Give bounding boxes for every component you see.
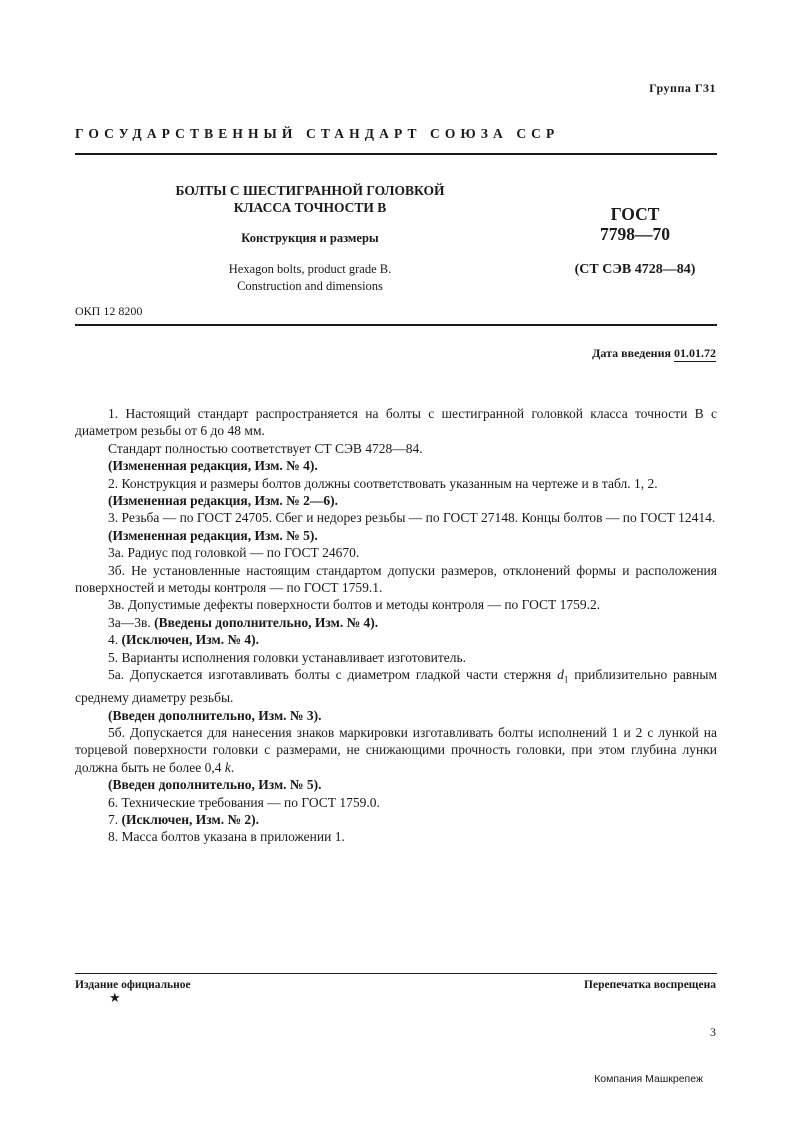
gost-designation bbox=[560, 204, 710, 244]
clause-7-note: (Исключен, Изм. № 2). bbox=[121, 812, 260, 828]
english-title-line-1: Hexagon bolts, product grade B. bbox=[228, 262, 392, 276]
clause-3-amendment: (Измененная редакция, Изм. № 5). bbox=[108, 527, 318, 543]
clause-1-amendment: (Измененная редакция, Изм. № 4). bbox=[108, 458, 318, 474]
company-watermark: Компания Машкрепеж bbox=[594, 1073, 703, 1085]
group-label: Группа Г31 bbox=[649, 81, 716, 95]
english-title bbox=[140, 261, 480, 295]
intro-date-value: 01.01.72 bbox=[674, 346, 716, 360]
diameter-symbol: d bbox=[557, 667, 564, 683]
clause-3a: 3а. Радиус под головкой — по ГОСТ 24670. bbox=[108, 545, 360, 561]
star-icon: ★ bbox=[109, 990, 121, 1005]
clause-5a-text-end: приблизительно равным среднему диаметру резьбы. bbox=[75, 667, 718, 706]
clause-1: 1. Настоящий стандарт распространяется на болты с шестигранной головкой класса точности В с диаметром резьбы от 6 до 48 мм. bbox=[75, 406, 717, 439]
clause-range-prefix: 3а—3в. bbox=[108, 614, 151, 630]
okp-code: ОКП 12 8200 bbox=[75, 304, 143, 318]
clause-8: 8. Масса болтов указана в приложении 1. bbox=[108, 829, 345, 845]
state-standard-header: ГОСУДАРСТВЕННЫЙ СТАНДАРТ СОЮЗА ССР bbox=[75, 126, 560, 141]
clause-5b: 5б. Допускается для нанесения знаков маркировки изготавливать болты исполнений 1 и 2 с лункой на торцевой поверхности головки с размерами, не снижающими прочность головки, при этом глубина лунки должна быть не более 0,4 k. bbox=[75, 725, 717, 775]
clause-6: 6. Технические требования — по ГОСТ 1759.0. bbox=[108, 794, 380, 810]
clause-3: 3. Резьба — по ГОСТ 24705. Сбег и недорез резьбы — по ГОСТ 27148. Концы болтов — по ГОСТ 12414. bbox=[108, 510, 716, 526]
clause-4 bbox=[75, 631, 717, 648]
clause-3v: 3в. Допустимые дефекты поверхности болтов и методы контроля — по ГОСТ 1759.2. bbox=[108, 597, 601, 613]
clause-2: 2. Конструкция и размеры болтов должны соответствовать указанным на чертеже и в табл. 1, 2. bbox=[108, 475, 658, 491]
header-rule bbox=[75, 153, 717, 155]
clause-3b: 3б. Не установленные настоящим стандартом допуски размеров, отклонений формы и расположения поверхностей и методы контроля — по ГОСТ 1759.1. bbox=[75, 562, 717, 596]
title-line-1: БОЛТЫ С ШЕСТИГРАННОЙ ГОЛОВКОЙ bbox=[175, 183, 445, 198]
standard-body bbox=[75, 405, 717, 846]
page-number: 3 bbox=[710, 1025, 716, 1039]
clause-1-compliance: Стандарт полностью соответствует СТ СЭВ 4728—84. bbox=[108, 440, 423, 456]
gost-number: 7798—70 bbox=[600, 224, 670, 244]
clause-5b-amendment: (Введен дополнительно, Изм. № 5). bbox=[108, 777, 322, 793]
title-block-rule bbox=[75, 324, 717, 326]
clause-7 bbox=[75, 811, 717, 828]
english-title-line-2: Construction and dimensions bbox=[237, 279, 383, 293]
clause-4-prefix: 4. bbox=[108, 632, 119, 648]
intro-date-label: Дата введения bbox=[592, 346, 671, 360]
official-edition: Издание официальное bbox=[75, 979, 191, 991]
document-title bbox=[140, 182, 480, 216]
clause-5: 5. Варианты исполнения головки устанавливает изготовитель. bbox=[108, 649, 467, 665]
footer-rule bbox=[75, 973, 717, 974]
st-sev-reference: (СТ СЭВ 4728—84) bbox=[574, 262, 696, 277]
gost-label: ГОСТ bbox=[610, 204, 660, 224]
clause-range-amendment: (Введены дополнительно, Изм. № 4). bbox=[154, 614, 379, 630]
clause-5b-text: 5б. Допускается для нанесения знаков маркировки изготавливать болты исполнений 1 и 2 с лункой на торцевой поверхности головки с размерами, не снижающими прочность головки, при этом глубина лунки должна быть не более 0,4 bbox=[75, 725, 717, 775]
clause-7-prefix: 7. bbox=[108, 812, 119, 828]
intro-date bbox=[592, 346, 716, 361]
diameter-variable bbox=[557, 667, 569, 685]
clause-5a bbox=[75, 666, 717, 707]
clause-5a-amendment: (Введен дополнительно, Изм. № 3). bbox=[108, 707, 322, 723]
document-subtitle: Конструкция и размеры bbox=[241, 231, 379, 245]
reprint-prohibited: Перепечатка воспрещена bbox=[584, 979, 716, 991]
clause-5a-text-start: 5а. Допускается изготавливать болты с диаметром гладкой части стержня bbox=[108, 667, 552, 683]
depth-variable: k bbox=[224, 759, 231, 775]
clause-3a-3v-note bbox=[75, 614, 717, 631]
title-line-2: КЛАССА ТОЧНОСТИ В bbox=[233, 200, 387, 215]
clause-4-note: (Исключен, Изм. № 4). bbox=[121, 632, 260, 648]
clause-2-amendment: (Измененная редакция, Изм. № 2—6). bbox=[108, 493, 338, 509]
diameter-subscript: 1 bbox=[563, 674, 569, 685]
